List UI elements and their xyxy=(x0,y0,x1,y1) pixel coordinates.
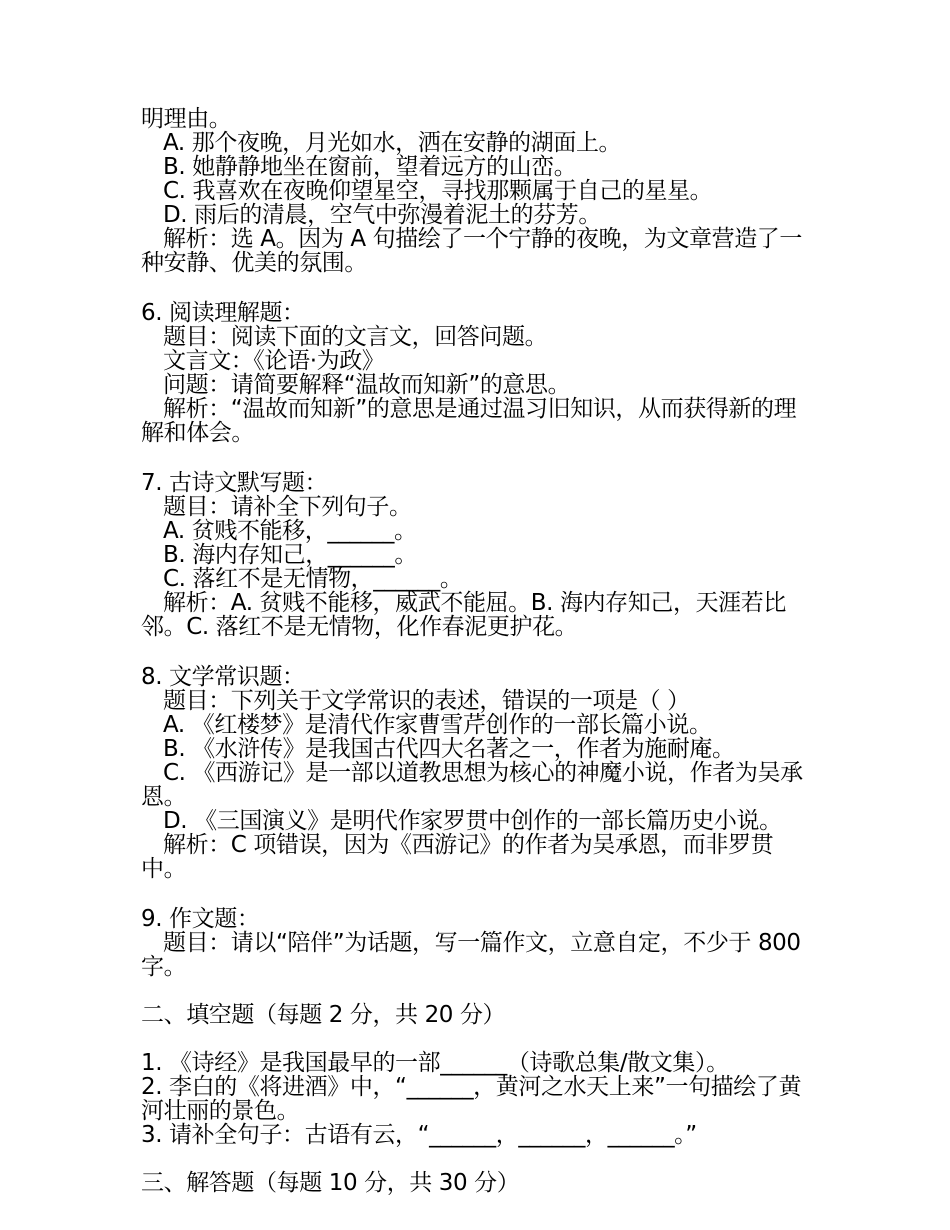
q7-item-a: A. 贫贱不能移，______。 xyxy=(163,518,417,544)
q7-prompt: 题目：请补全下列句子。 xyxy=(163,494,412,520)
q7-item-b: B. 海内存知己，______。 xyxy=(163,542,418,568)
spacer xyxy=(141,639,816,665)
spacer xyxy=(141,275,816,301)
spacer xyxy=(141,881,816,907)
spacer xyxy=(141,445,816,471)
q6-question: 问题：请简要解释“温故而知新”的意思。 xyxy=(163,372,571,398)
q8-analysis: 解析：C 项错误，因为《西游记》的作者为吴承恩，而非罗贯中。 xyxy=(141,832,774,882)
q5-option-a: A. 那个夜晚，月光如水，洒在安静的湖面上。 xyxy=(163,130,622,156)
q5-option-c: C. 我喜欢在夜晚仰望星空，寻找那颗属于自己的星星。 xyxy=(163,178,713,204)
q8-option-b: B. 《水浒传》是我国古代四大名著之一，作者为施耐庵。 xyxy=(163,736,735,762)
q5-option-d: D. 雨后的清晨，空气中弥漫着泥土的芬芳。 xyxy=(163,202,601,228)
spacer xyxy=(141,1027,816,1051)
q5-option-b: B. 她静静地坐在窗前，望着远方的山峦。 xyxy=(163,154,577,180)
q7-title: 7. 古诗文默写题： xyxy=(141,470,328,496)
section2-heading: 二、填空题（每题 2 分，共 20 分） xyxy=(141,1002,506,1028)
q6-analysis: 解析：“温故而知新”的意思是通过温习旧知识，从而获得新的理解和体会。 xyxy=(141,396,797,446)
q8-prompt: 题目：下列关于文学常识的表述，错误的一项是（ ） xyxy=(163,688,690,714)
q6-text: 文言文：《论语·为政》 xyxy=(163,348,385,374)
q8-option-d: D. 《三国演义》是明代作家罗贯中创作的一部长篇历史小说。 xyxy=(163,808,782,834)
section2-item-1: 1. 《诗经》是我国最早的一部______（诗歌总集/散文集）。 xyxy=(141,1050,729,1076)
spacer xyxy=(141,1147,816,1171)
q8-option-a: A. 《红楼梦》是清代作家曹雪芹创作的一部长篇小说。 xyxy=(163,712,712,738)
spacer xyxy=(141,979,816,1003)
continuation-text: 明理由。 xyxy=(141,106,232,132)
q8-option-c: C. 《西游记》是一部以道教思想为核心的神魔小说，作者为吴承恩。 xyxy=(141,760,803,810)
section2-item-2: 2. 李白的《将进酒》中，“______，黄河之水天上来”一句描绘了黄河壮丽的景色。 xyxy=(141,1074,802,1124)
section2-item-3: 3. 请补全句子：古语有云，“______，______，______。” xyxy=(141,1122,697,1148)
document-page xyxy=(141,107,816,1195)
q6-prompt: 题目：阅读下面的文言文，回答问题。 xyxy=(163,324,548,350)
section3-heading: 三、解答题（每题 10 分，共 30 分） xyxy=(141,1170,520,1196)
q8-title: 8. 文学常识题： xyxy=(141,664,305,690)
q9-prompt: 题目：请以“陪伴”为话题，写一篇作文，立意自定，不少于 800 字。 xyxy=(141,930,808,980)
q5-analysis: 解析：选 A。因为 A 句描绘了一个宁静的夜晚，为文章营造了一种安静、优美的氛围。 xyxy=(141,226,803,276)
q7-analysis: 解析：A. 贫贱不能移，威武不能屈。B. 海内存知己，天涯若比邻。C. 落红不是无情物，化作春泥更护花。 xyxy=(141,590,786,640)
q9-title: 9. 作文题： xyxy=(141,906,260,932)
q7-item-c: C. 落红不是无情物，______。 xyxy=(163,566,463,592)
q6-title: 6. 阅读理解题： xyxy=(141,300,305,326)
